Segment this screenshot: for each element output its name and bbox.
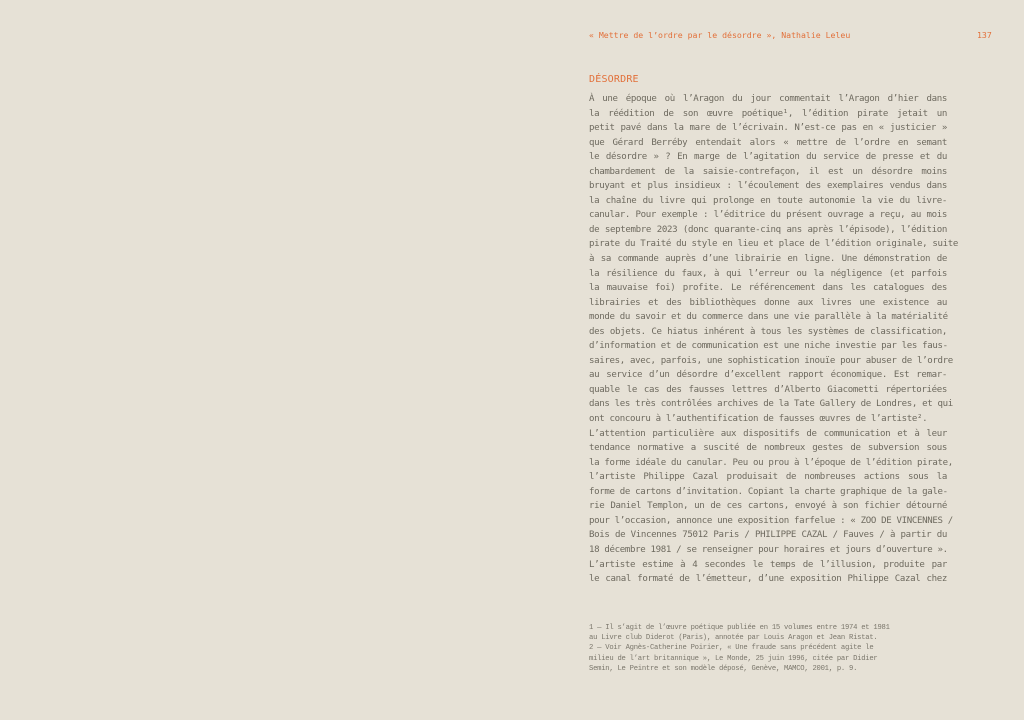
body-line: 18 décembre 1981 / se renseigner pour horaires et jours d’ouverture ».	[589, 544, 948, 555]
body-line: pirate du Traité du style en lieu et place de l’édition originale, suite	[589, 239, 958, 250]
body-line: des objets. Ce hiatus inhérent à tous les systèmes de classification,	[589, 326, 947, 337]
body-line: petit pavé dans la mare de l’écrivain. N’est-ce pas en « justicier »	[589, 123, 947, 134]
body-line: saires, avec, parfois, une sophistication inouïe pour abuser de l’ordre	[589, 355, 953, 366]
body-line: monde du savoir et du commerce dans une vie parallèle à la matérialité	[589, 312, 948, 323]
body-line: à sa commande auprès d’une librairie en ligne. Une démonstration de	[589, 254, 947, 265]
body-line: dans les très contrôlées archives de la Tate Gallery de Londres, et qui	[589, 399, 953, 410]
body-line: forme de cartons d’invitation. Copiant la charte graphique de la gale-	[589, 486, 948, 497]
body-line: bruyant et plus insidieux : l’écoulement des exemplaires vendus dans	[589, 181, 947, 192]
body-line: la réédition de son œuvre poétique¹, l’édition pirate jetait un	[589, 108, 947, 119]
footnote-line: 2 — Voir Agnès-Catherine Poirier, « Une fraude sans précédent agite le	[589, 644, 874, 653]
page-number: 137	[977, 30, 992, 40]
body-line: au service d’un désordre d’excellent rapport économique. Est remar-	[589, 370, 947, 381]
body-line: Bois de Vincennes 75012 Paris / PHILIPPE CAZAL / Fauves / à partir du	[589, 530, 947, 541]
body-line: L’attention particulière aux dispositifs de communication et à leur	[589, 428, 947, 439]
body-line: rie Daniel Templon, un de ces cartons, envoyé à son fichier détourné	[589, 501, 947, 512]
body-line: de septembre 2023 (donc quarante-cinq ans après l’épisode), l’édition	[589, 224, 947, 235]
body-line: la chaîne du livre qui prolonge en toute autonomie la vie du livre-	[589, 195, 947, 206]
body-line: quable le cas des fausses lettres d’Alberto Giacometti répertoriées	[589, 384, 947, 395]
footnote-line: au Livre club Diderot (Paris), annotée par Louis Aragon et Jean Ristat.	[589, 634, 878, 643]
body-line: chambardement de la saisie-contrefaçon, il est un désordre moins	[589, 166, 947, 177]
body-line: ont concouru à l’authentification de fausses œuvres de l’artiste².	[589, 414, 928, 425]
body-line: la forme idéale du canular. Peu ou prou à l’époque de l’édition pirate,	[589, 457, 953, 468]
body-line: la mauvaise foi) profite. Le référencement dans les catalogues des	[589, 283, 947, 294]
body-line: tendance normative a suscité de nombreux gestes de subversion sous	[589, 443, 947, 454]
body-line: librairies et des bibliothèques donne aux livres une existence au	[589, 297, 947, 308]
body-line: le canal formaté de l’émetteur, d’une exposition Philippe Cazal chez	[589, 574, 947, 585]
body-line: l’artiste Philippe Cazal produisait de nombreuses actions sous la	[589, 472, 947, 483]
body-line: À une époque où l’Aragon du jour commentait l’Aragon d’hier dans	[589, 94, 947, 104]
body-line: le désordre » ? En marge de l’agitation du service de presse et du	[589, 152, 947, 163]
body-line: d’information et de communication est une niche investie par les faus-	[589, 341, 948, 352]
body-line: canular. Pour exemple : l’éditrice du présent ouvrage a reçu, au mois	[589, 210, 947, 221]
footnote-line: Semin, Le Peintre et son modèle déposé, Genève, MAMCO, 2001, p. 9.	[589, 664, 858, 673]
footnote-line: milieu de l’art britannique », Le Monde, 25 juin 1996, citée par Didier	[589, 654, 878, 663]
body-line: pour l’occasion, annonce une exposition farfelue : « ZOO DE VINCENNES /	[589, 515, 953, 526]
section-title: DÉSORDRE	[589, 74, 639, 85]
running-title: « Mettre de l’ordre par le désordre », Nathalie Leleu	[589, 30, 851, 40]
body-line: L’artiste estime à 4 secondes le temps de l’illusion, produite par	[589, 559, 947, 570]
body-line: la résilience du faux, à qui l’erreur ou la négligence (et parfois	[589, 268, 947, 279]
body-text	[589, 92, 958, 587]
footnotes	[589, 623, 949, 674]
body-line: que Gérard Berréby entendait alors « mettre de l’ordre en semant	[589, 137, 947, 148]
footnote-line: 1 — Il s’agit de l’œuvre poétique publiée en 15 volumes entre 1974 et 1981	[589, 624, 890, 632]
